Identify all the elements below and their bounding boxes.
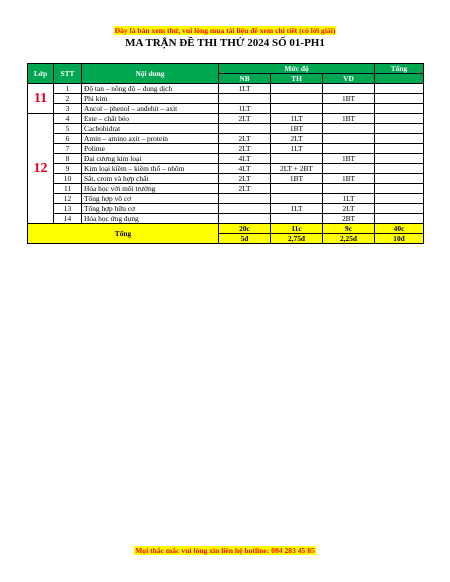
stt-cell: 8 [54,154,82,164]
hotline-text: Mọi thắc mắc vui lòng xin liên hệ hotline: 084 283 45 85 [135,546,315,555]
stt-cell: 1 [54,84,82,94]
nb-cell [219,194,271,204]
total-cell [375,194,424,204]
header-th: TH [271,74,323,84]
exam-matrix-table [27,63,424,244]
vd-cell: 2BT [323,214,375,224]
stt-cell: 2 [54,94,82,104]
preview-notice [0,26,450,35]
nb-cell: 1LT [219,104,271,114]
total-nb-count: 20c [219,224,271,234]
nb-cell: 2LT [219,134,271,144]
content-cell: Đại cương kim loại [82,154,219,164]
content-cell: Phi kim [82,94,219,104]
table-row [28,174,424,184]
content-cell: Hóa học với môi trường [82,184,219,194]
content-cell: Kim loại kiềm – kiềm thổ – nhôm [82,164,219,174]
content-cell: Sắt, crom và hợp chất [82,174,219,184]
hotline-footer [0,546,450,555]
th-cell: 1BT [271,124,323,134]
total-nb-score: 5đ [219,234,271,244]
vd-cell: 1BT [323,174,375,184]
nb-cell: 1LT [219,84,271,94]
vd-cell: 1BT [323,94,375,104]
total-cell [375,204,424,214]
vd-cell [323,104,375,114]
vd-cell [323,144,375,154]
header-grade: Lớp [28,64,54,84]
content-cell: Amin – amino axit – protein [82,134,219,144]
stt-cell: 11 [54,184,82,194]
th-cell [271,154,323,164]
th-cell: 1LT [271,144,323,154]
content-cell: Độ tan – nồng độ – dung dịch [82,84,219,94]
stt-cell: 12 [54,194,82,204]
stt-cell: 10 [54,174,82,184]
table-row [28,184,424,194]
content-cell: Tổng hợp vô cơ [82,194,219,204]
total-cell [375,114,424,124]
total-cell [375,154,424,164]
total-cell [375,174,424,184]
th-cell: 1LT [271,114,323,124]
document-title: MA TRẬN ĐỀ THI THỬ 2024 SỐ 01-PH1 [125,37,325,49]
table-row [28,94,424,104]
grade-cell-11: 11 [28,84,54,114]
content-cell: Tổng hợp hữu cơ [82,204,219,214]
total-cell [375,84,424,94]
nb-cell: 2LT [219,114,271,124]
table-row [28,194,424,204]
total-cell [375,134,424,144]
header-vd: VD [323,74,375,84]
total-all-score: 10đ [375,234,424,244]
nb-cell [219,214,271,224]
nb-cell [219,94,271,104]
vd-cell: 2LT [323,204,375,214]
grade-cell-12: 12 [28,114,54,224]
stt-cell: 4 [54,114,82,124]
table-row [28,124,424,134]
content-cell: Cacbohiđrat [82,124,219,134]
vd-cell [323,164,375,174]
header-row-1 [28,64,424,74]
nb-cell: 4LT [219,154,271,164]
vd-cell [323,124,375,134]
table-row [28,214,424,224]
content-cell: Polime [82,144,219,154]
vd-cell: 1LT [323,194,375,204]
table-row [28,104,424,114]
header-level: Mức độ [219,64,375,74]
table-row [28,84,424,94]
table-row [28,144,424,154]
th-cell: 2LT [271,134,323,144]
vd-cell [323,184,375,194]
stt-cell: 9 [54,164,82,174]
content-cell: Ancol – phenol – anđehit – axit [82,104,219,114]
content-cell: Este – chất béo [82,114,219,124]
th-cell [271,214,323,224]
total-cell [375,184,424,194]
total-cell [375,104,424,114]
total-cell [375,214,424,224]
total-th-score: 2,75đ [271,234,323,244]
stt-cell: 13 [54,204,82,214]
header-stt: STT [54,64,82,84]
total-vd-count: 9c [323,224,375,234]
nb-cell: 2LT [219,144,271,154]
table-row [28,114,424,124]
stt-cell: 14 [54,214,82,224]
header-nb: NB [219,74,271,84]
th-cell: 2LT + 2BT [271,164,323,174]
th-cell [271,84,323,94]
total-cell [375,144,424,154]
nb-cell [219,204,271,214]
th-cell [271,184,323,194]
stt-cell: 6 [54,134,82,144]
th-cell: 1LT [271,204,323,214]
stt-cell: 7 [54,144,82,154]
total-all-count: 40c [375,224,424,234]
th-cell [271,94,323,104]
nb-cell: 2LT [219,174,271,184]
nb-cell: 2LT [219,184,271,194]
total-th-count: 11c [271,224,323,234]
total-label: Tổng [28,224,219,244]
total-cell [375,94,424,104]
vd-cell [323,134,375,144]
th-cell: 1BT [271,174,323,184]
th-cell [271,104,323,114]
nb-cell [219,124,271,134]
vd-cell [323,84,375,94]
table-row [28,134,424,144]
content-cell: Hóa học ứng dụng [82,214,219,224]
total-cell [375,124,424,134]
total-vd-score: 2,25đ [323,234,375,244]
header-content: Nội dung [82,64,219,84]
th-cell [271,194,323,204]
totals-count-row [28,224,424,234]
header-total: Tổng [375,64,424,74]
table-row [28,154,424,164]
table-row [28,164,424,174]
stt-cell: 5 [54,124,82,134]
header-total-blank [375,74,424,84]
vd-cell: 1BT [323,114,375,124]
table-row [28,204,424,214]
preview-notice-text: Đây là bản xem thử, vui lòng mua tài liệu để xem chi tiết (có lời giải) [114,26,336,35]
stt-cell: 3 [54,104,82,114]
vd-cell: 1BT [323,154,375,164]
total-cell [375,164,424,174]
nb-cell: 4LT [219,164,271,174]
